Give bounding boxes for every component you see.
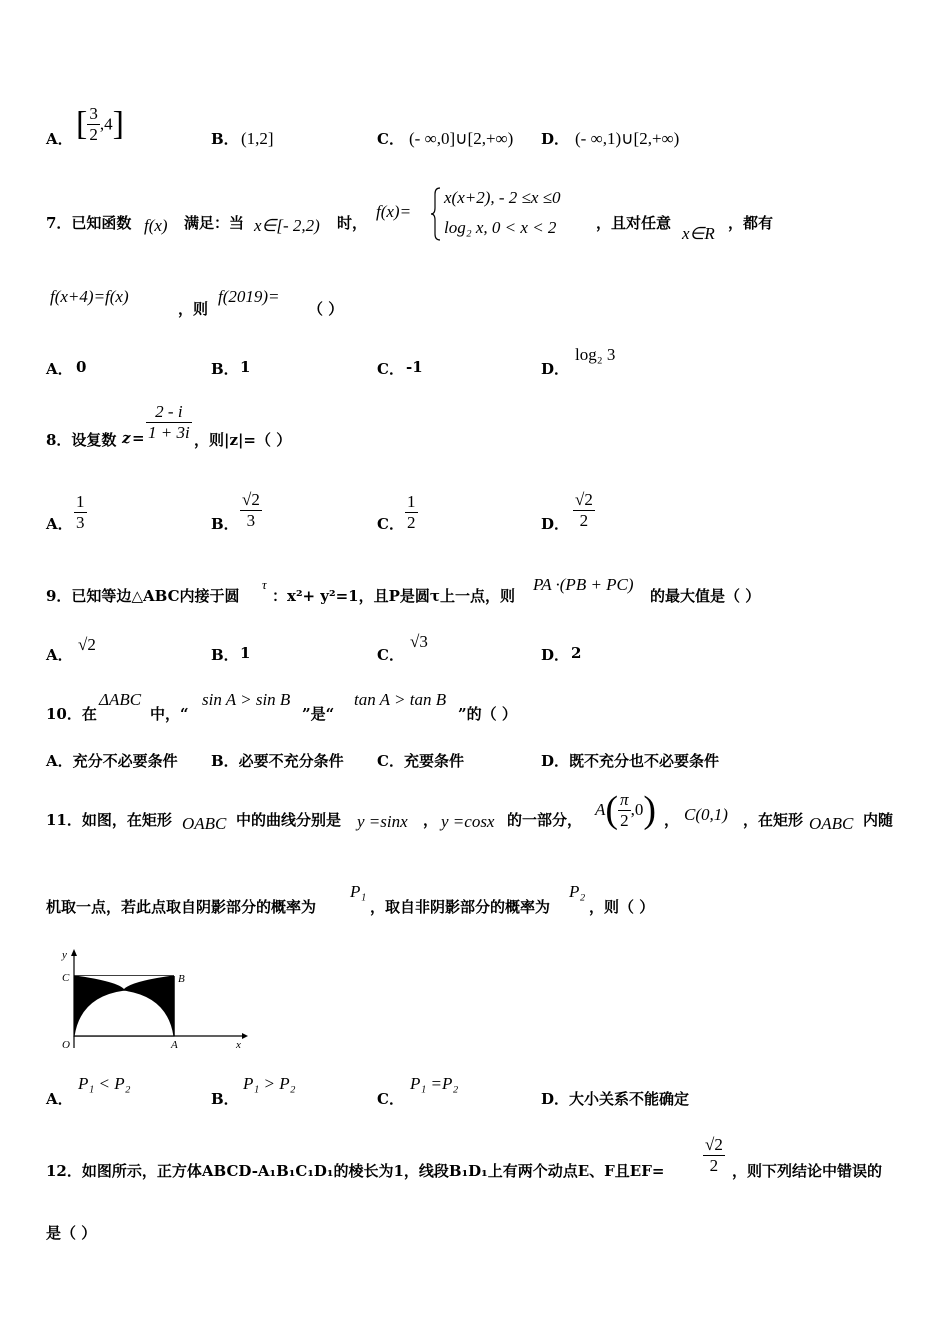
q11-option-b-label: B． xyxy=(211,1090,239,1108)
q11-option-b-value: P₁ > P₂ xyxy=(243,1074,296,1093)
q8-fraction: $\frac{2 - i}{1 + 3i}$ xyxy=(148,402,190,442)
q9-tau: τ xyxy=(262,577,267,592)
q11-line2b: ，取自非阴影部分的概率为 xyxy=(370,898,551,916)
q6-option-b-label: B． xyxy=(211,130,239,148)
q11-cos-curve: y =cosx xyxy=(441,812,495,831)
q11-mid3: ，在矩形 xyxy=(743,811,804,829)
q9-tail: 的最大值是（ ） xyxy=(650,587,761,605)
q8-tail: ，则|z|=（ ） xyxy=(194,431,292,449)
q10-mid2: ”是“ xyxy=(302,705,335,723)
q10-prefix: 10．在 xyxy=(46,705,97,723)
q7-domain: x∈[- 2,2) xyxy=(254,216,320,235)
q9-option-a-label: A． xyxy=(46,646,73,664)
q7-case1: x(x+2), - 2 ≤x ≤0 xyxy=(444,188,561,207)
q11-point-a: A( $\frac{\pi}{2}$ ,0) xyxy=(595,789,656,831)
q9-option-b-label: B． xyxy=(211,646,239,664)
q11-p1: P₁ xyxy=(350,882,367,901)
q6-option-c-value: (- ∞,0]∪[2,+∞) xyxy=(409,129,514,148)
q9-option-c-label: C． xyxy=(377,646,404,664)
fig-label-x: x xyxy=(236,1039,241,1051)
q9-vector-expr: PA ·(PB + PC) xyxy=(533,575,634,594)
q11-option-c-label: C． xyxy=(377,1090,404,1108)
q7-then: ，则 xyxy=(178,300,209,318)
q8-prefix: 8．设复数 xyxy=(46,431,117,449)
q11-line2c: ，则（ ） xyxy=(589,898,655,916)
q11-rect: OABC xyxy=(182,814,227,833)
q9-prefix: 9．已知等边△ABC内接于圆 xyxy=(46,587,240,605)
q7-mid4: ，都有 xyxy=(728,214,774,232)
q8-z: z xyxy=(122,429,131,447)
q11-option-a-value: P₁ < P₂ xyxy=(78,1074,131,1093)
q7-option-c-label: C． xyxy=(377,360,404,378)
q6-option-a-value: [ $\frac{3}{2}$ ,4] xyxy=(76,104,124,144)
q12-fraction: $\frac{√2}{2}$ xyxy=(705,1135,723,1175)
q11-prefix: 11．如图，在矩形 xyxy=(46,811,172,829)
q10-triangle: ΔABC xyxy=(99,690,142,709)
q9-option-d-label: D． xyxy=(541,646,570,664)
q6-option-b-value: (1,2] xyxy=(241,129,274,148)
q7-any-x: x∈R xyxy=(682,224,715,243)
q10-option-d: D．既不充分也不必要条件 xyxy=(541,752,720,770)
q11-option-a-label: A． xyxy=(46,1090,73,1108)
q11-mid2: 的一部分， xyxy=(507,811,583,829)
q7-option-d-label: D． xyxy=(541,360,570,378)
q7-mid3: ，且对任意 xyxy=(596,214,672,232)
q7-option-a-label: A． xyxy=(46,360,73,378)
q7-option-b-value: 1 xyxy=(240,358,251,376)
q11-sin-curve: y =sinx xyxy=(357,812,408,831)
q11-line2a: 机取一点，若此点取自阴影部分的概率为 xyxy=(46,898,317,916)
q11-mid1: 中的曲线分别是 xyxy=(236,811,342,829)
fig-label-a: A xyxy=(171,1039,178,1051)
q7-mid1: 满足：当 xyxy=(184,214,245,232)
q8-option-a-label: A． xyxy=(46,515,73,533)
q8-option-b-value: $\frac{√2}{3}$ xyxy=(242,490,260,530)
q12-prefix: 12．如图所示，正方体ABCD-A₁B₁C₁D₁的棱长为1，线段B₁D₁上有两个动点E、F且EF= xyxy=(46,1162,665,1180)
q7-brace xyxy=(430,186,442,242)
q10-option-b: B．必要不充分条件 xyxy=(211,752,344,770)
q10-cond2: tan A > tan B xyxy=(354,690,447,709)
q6-option-d-label: D． xyxy=(541,130,570,148)
q9-option-b-value: 1 xyxy=(240,644,251,662)
q10-tail: ”的（ ） xyxy=(458,705,517,723)
q12-line2: 是（ ） xyxy=(46,1224,97,1242)
q10-option-a: A．充分不必要条件 xyxy=(46,752,178,770)
q7-option-a-value: 0 xyxy=(76,358,87,376)
q8-option-c-label: C． xyxy=(377,515,404,533)
q11-rect2: OABC xyxy=(809,814,854,833)
q7-case2: log₂ x, 0 < x < 2 xyxy=(444,218,557,237)
q12-tail: ，则下列结论中错误的 xyxy=(732,1162,883,1180)
q8-eq: = xyxy=(132,429,145,447)
q11-sep: ， xyxy=(423,811,439,829)
q7-fx: f(x) xyxy=(144,216,168,235)
q11-point-c: C(0,1) xyxy=(684,805,728,824)
q9-circle: ：x²+ y²=1，且P是圆τ上一点，则 xyxy=(272,587,515,605)
q7-paren: （ ） xyxy=(308,300,344,318)
q7-option-d-value: log₂ 3 xyxy=(575,345,616,364)
q7-mid2: 时， xyxy=(337,214,368,232)
fig-label-b: B xyxy=(178,973,185,985)
q8-option-b-label: B． xyxy=(211,515,239,533)
q11-p2: P₂ xyxy=(569,882,586,901)
q11-comma2: ， xyxy=(664,811,680,829)
q7-option-c-value: -1 xyxy=(406,358,423,376)
q8-option-c-value: $\frac{1}{2}$ xyxy=(407,492,416,532)
fig-label-y: y xyxy=(62,949,67,961)
q11-figure xyxy=(48,944,253,1054)
q11-tail: 内随 xyxy=(863,811,894,829)
q7-f2019: f(2019)= xyxy=(218,287,280,306)
q9-option-c-value: √3 xyxy=(410,632,428,651)
q10-cond1: sin A > sin B xyxy=(202,690,291,709)
q11-option-c-value: P₁ =P₂ xyxy=(410,1074,459,1093)
q11-option-d: D．大小关系不能确定 xyxy=(541,1090,690,1108)
q8-option-d-label: D． xyxy=(541,515,570,533)
q10-option-c: C．充要条件 xyxy=(377,752,464,770)
q10-mid1: 中，“ xyxy=(150,705,189,723)
q7-option-b-label: B． xyxy=(211,360,239,378)
q9-option-d-value: 2 xyxy=(571,644,582,662)
fig-label-o: O xyxy=(62,1039,70,1051)
q7-prefix: 7．已知函数 xyxy=(46,214,132,232)
q9-option-a-value: √2 xyxy=(78,635,96,654)
q6-option-d-value: (- ∞,1)∪[2,+∞) xyxy=(575,129,680,148)
q7-periodic-eq: f(x+4)=f(x) xyxy=(50,287,129,306)
q6-option-a-label: A． xyxy=(46,130,73,148)
q8-option-d-value: $\frac{√2}{2}$ xyxy=(575,490,593,530)
q6-option-c-label: C． xyxy=(377,130,404,148)
fig-label-c: C xyxy=(62,972,70,984)
q7-piecewise-lhs: f(x)= xyxy=(376,202,412,221)
x-axis-arrow xyxy=(242,1033,248,1039)
y-axis-arrow xyxy=(71,949,77,956)
q8-option-a-value: $\frac{1}{3}$ xyxy=(76,492,85,532)
